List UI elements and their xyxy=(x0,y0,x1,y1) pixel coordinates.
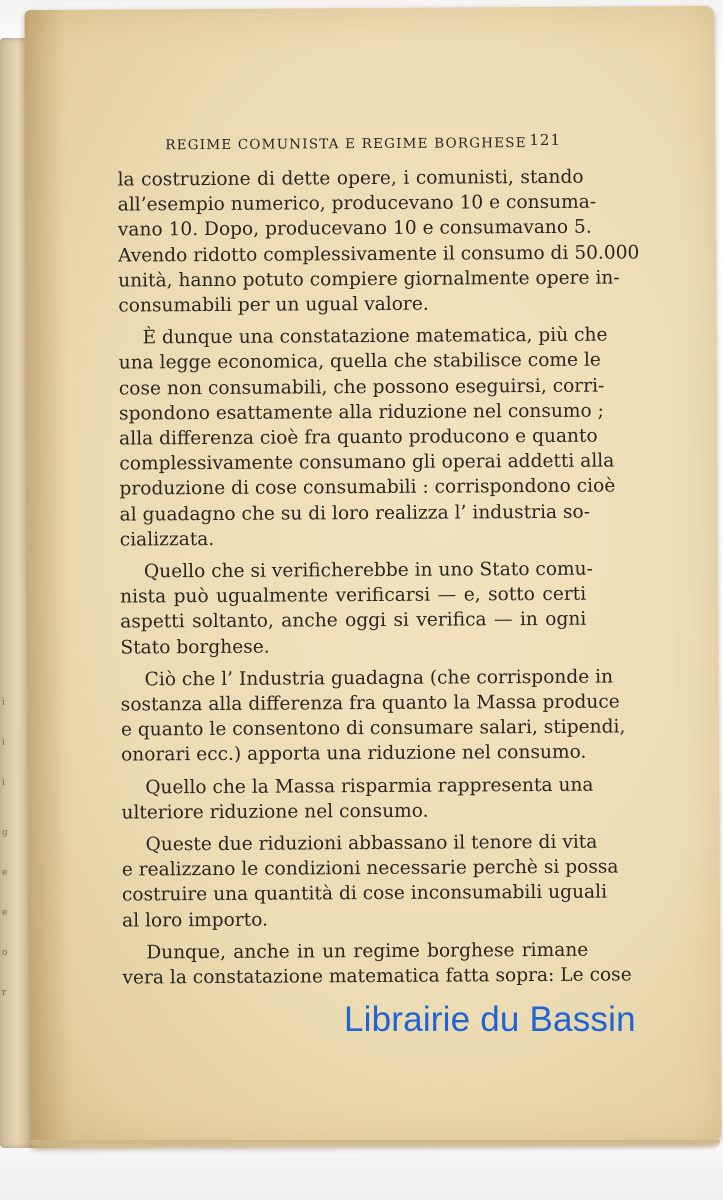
text-line: costruire una quantità di cose inconsumabili uguali xyxy=(121,882,608,907)
running-head: REGIME COMUNISTA E REGIME BORGHESE xyxy=(165,135,527,154)
paragraph xyxy=(118,323,616,553)
edge-fragment: e xyxy=(2,868,8,878)
text-line: Quello che si verificherebbe in uno Stato comu- xyxy=(143,558,593,583)
text-line: Quello che la Massa risparmia rappresenta una xyxy=(145,774,594,799)
text-line: produzione di cose consumabili : corrispondono cioè xyxy=(119,475,616,500)
book-page xyxy=(25,6,722,1148)
text-line: consumabili per un ugual valore. xyxy=(118,293,429,317)
text-line: all’esempio numerico, producevano 10 e consuma- xyxy=(117,191,597,216)
text-line: vera la constatazione matematica fatta sopra: Le cose xyxy=(122,964,632,989)
text-line: ulteriore riduzione nel consumo. xyxy=(121,800,429,824)
text-line: Avendo ridotto complessivamente il consumo di 50.000 xyxy=(117,241,640,267)
body-text xyxy=(117,165,640,998)
text-line: sostanza alla differenza fra quanto la Massa produce xyxy=(120,691,620,716)
edge-fragment: ì xyxy=(2,698,5,708)
page-number: 121 xyxy=(529,130,562,150)
text-line: nista può ugualmente verificarsi — e, sotto certi xyxy=(120,583,587,608)
text-line: È dunque una constatazione matematica, più che xyxy=(142,324,608,349)
text-line: vano 10. Dopo, producevano 10 e consumavano 5. xyxy=(117,217,592,241)
text-line: aspetti soltanto, anche oggi si verifica — in ogni xyxy=(120,609,587,633)
paragraph xyxy=(117,165,640,319)
paragraph xyxy=(121,772,594,825)
text-line: al guadagno che su di loro realizza l’ industria so- xyxy=(119,501,591,526)
text-line: e quanto le consentono di consumare salari, stipendi, xyxy=(120,716,626,741)
text-line: Ciò che l’ Industria guadagna (che corrisponde in xyxy=(144,666,614,691)
text-line: cializzata. xyxy=(119,528,215,551)
edge-fragment: o xyxy=(2,948,8,958)
watermark: Librairie du Bassin xyxy=(344,1000,636,1039)
text-line: e realizzano le condizioni necessarie perchè si possa xyxy=(121,856,619,881)
paragraph xyxy=(120,557,593,661)
text-line: Stato borghese. xyxy=(120,636,270,659)
edge-fragment: e xyxy=(2,908,8,918)
edge-fragment: g xyxy=(2,828,8,838)
text-line: onorari ecc.) apporta una riduzione nel consumo. xyxy=(121,742,587,767)
paragraph xyxy=(120,665,626,769)
paragraph xyxy=(121,830,619,934)
text-line: alla differenza cioè fra quanto producono e quanto xyxy=(119,425,598,450)
edge-fragment: r xyxy=(2,988,7,998)
text-line: al loro importo. xyxy=(122,909,269,932)
text-line: la costruzione di dette opere, i comunisti, stando xyxy=(117,166,584,191)
edge-fragment: i xyxy=(2,778,5,788)
text-line: cose non consumabili, che possono eseguirsi, corri- xyxy=(118,375,605,400)
text-line: Queste due riduzioni abbassano il tenore di vita xyxy=(145,831,598,856)
text-line: complessivamente consumano gli operai addetti alla xyxy=(119,450,615,475)
text-line: unità, hanno potuto compiere giornalmente opere in- xyxy=(118,267,620,292)
text-line: spondono esattamente alla riduzione nel consumo ; xyxy=(118,400,604,425)
paragraph xyxy=(122,938,632,991)
text-line: una legge economica, quella che stabilisce come le xyxy=(118,350,601,374)
text-line: Dunque, anche in un regime borghese rimane xyxy=(146,939,589,964)
page-bottom-edge xyxy=(30,1140,720,1150)
edge-fragment: i xyxy=(2,738,5,748)
